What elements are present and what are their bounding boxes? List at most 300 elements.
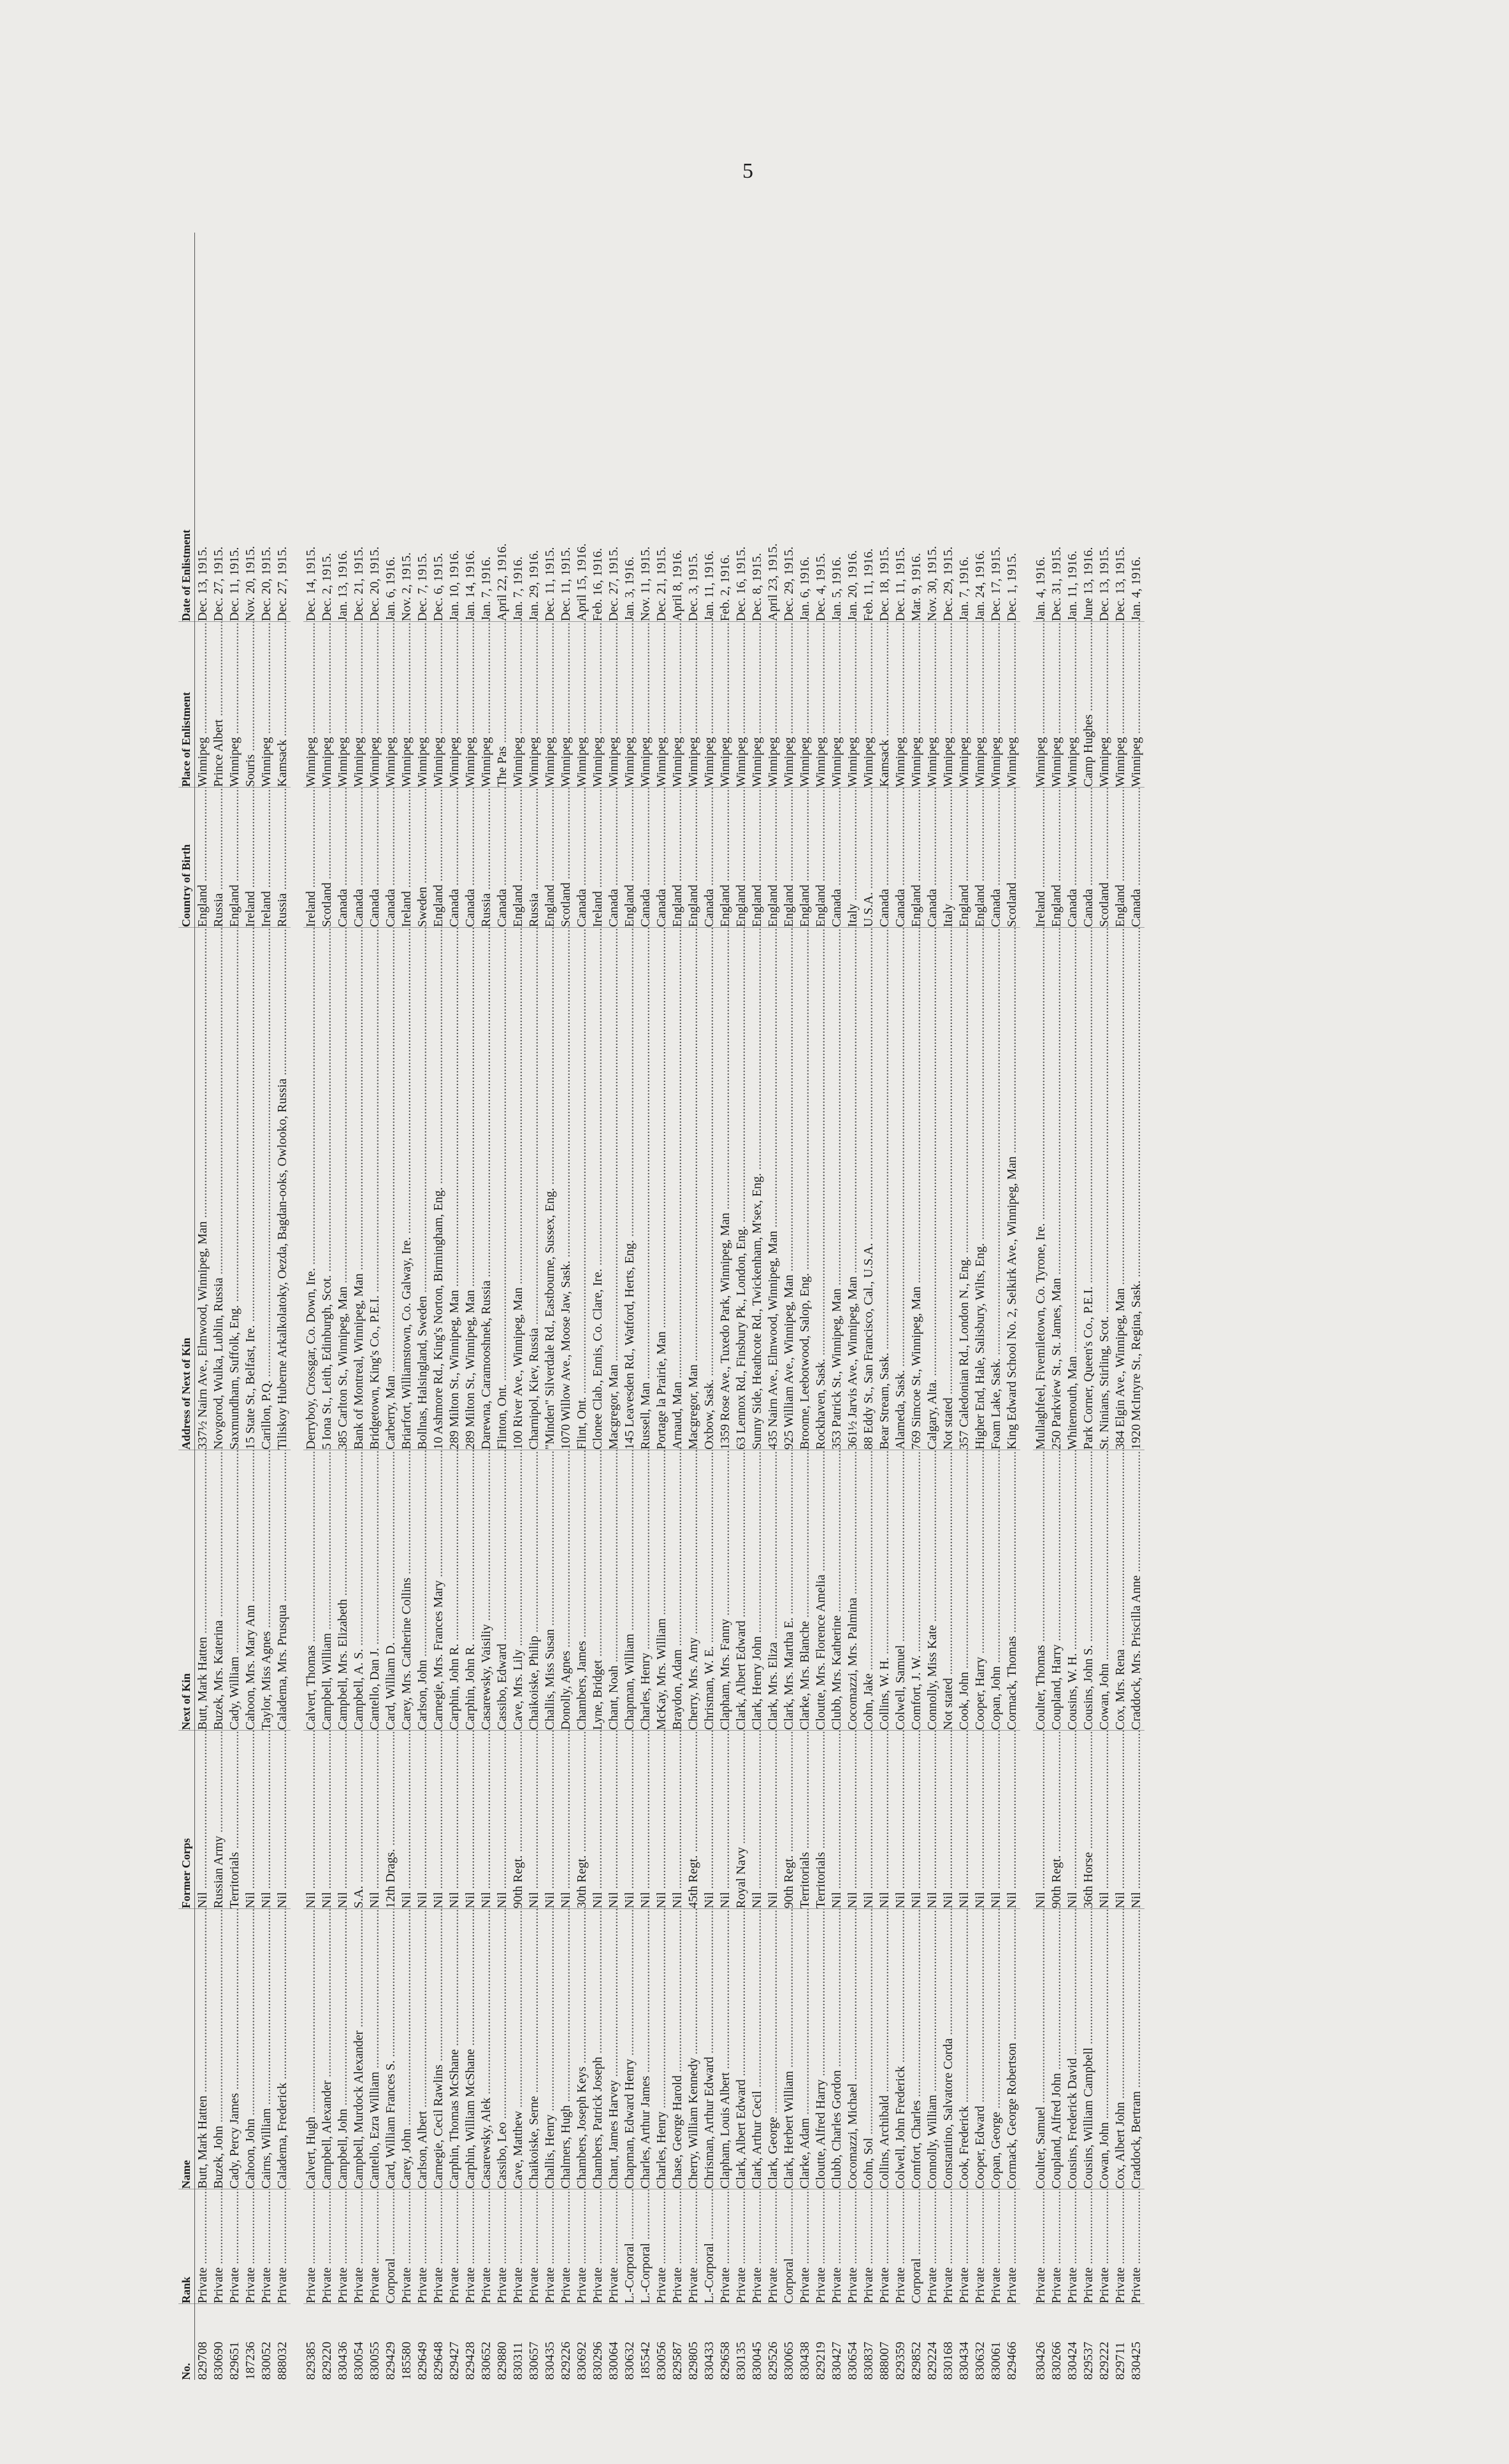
cell-rank: Private ..... (718, 2189, 733, 2303)
cell-address: Bank of Montreal, Winnipeg, Man ..... (351, 927, 367, 1450)
cell-place-of-enlistment: Winnipeg ..... (1033, 621, 1049, 787)
cell-address: Macgregor, Man ..... (606, 927, 622, 1450)
cell-number: 830424 (1065, 2303, 1081, 2380)
cell-name: Charles, Henry ..... (654, 1908, 670, 2189)
cell-place-of-enlistment: Kamsack ..... (877, 621, 893, 787)
table-row (877, 233, 893, 2380)
cell-rank: Private ..... (925, 2189, 941, 2303)
cell-date-of-enlistment: Dec. 20, 1915. (368, 546, 382, 621)
cell-place-of-enlistment: Kamsack ..... (275, 621, 291, 787)
cell-date-of-enlistment: Dec. 21, 1915. (352, 546, 366, 621)
cell-address: Alameda, Sask. ..... (893, 927, 909, 1450)
cell-next-of-kin: Carnegie, Mrs. Frances Mary ..... (431, 1450, 447, 1730)
cell-country: England ..... (622, 787, 638, 927)
cell-country: Canada ..... (988, 787, 1004, 927)
page-number: 5 (742, 159, 753, 183)
cell-country: Ireland ..... (1033, 787, 1049, 927)
cell-rank: Private ..... (211, 2189, 227, 2303)
cell-country: Canada ..... (463, 787, 479, 927)
cell-rank: Private ..... (399, 2189, 415, 2303)
cell-address: Novgorod, Wulka, Lublin, Russia ..... (211, 927, 227, 1450)
table-row (367, 233, 383, 2380)
cell-number: 830435 (542, 2303, 558, 2380)
cell-date-of-enlistment: Jan. 7, 1916. (511, 556, 525, 621)
cell-place-of-enlistment: Winnipeg ..... (654, 621, 670, 787)
cell-address: Mullaghfeel, Fivemiletown, Co. Tyrone, Ire. ..... (1033, 927, 1049, 1450)
cell-former-corps: Nil ..... (590, 1730, 606, 1908)
cell-country: Canada ..... (383, 787, 399, 927)
cell-name: Cooper, Edward ..... (972, 1908, 988, 2189)
cell-next-of-kin: Cooper, Harry ..... (972, 1450, 988, 1730)
cell-place-of-enlistment: Winnipeg ..... (590, 621, 606, 787)
cell-date-of-enlistment: Dec. 3, 1915. (686, 552, 700, 621)
cell-former-corps: Nil ..... (765, 1730, 781, 1908)
cell-next-of-kin: Butt, Mark Hatten ..... (195, 1450, 211, 1730)
cell-place-of-enlistment: Winnipeg ..... (431, 621, 447, 787)
cell-former-corps: Nil ..... (638, 1730, 654, 1908)
cell-date-of-enlistment: Feb. 16, 1916. (591, 548, 605, 621)
cell-place-of-enlistment: Winnipeg ..... (718, 621, 733, 787)
cell-name: Cairns, William ..... (259, 1908, 275, 2189)
cell-address: Bollnas, Halsingland, Sweden ..... (415, 927, 431, 1450)
cell-next-of-kin: Clarke, Mrs. Blanche ..... (797, 1450, 813, 1730)
cell-date-of-enlistment: Dec. 7, 1915. (415, 552, 430, 621)
cell-next-of-kin: Cousins, W. H. ..... (1065, 1450, 1081, 1730)
cell-former-corps: Nil ..... (243, 1730, 259, 1908)
cell-address: Flinton, Ont. ..... (495, 927, 510, 1450)
cell-rank: Private ..... (797, 2189, 813, 2303)
cell-place-of-enlistment: Winnipeg ..... (574, 621, 590, 787)
cell-place-of-enlistment: Winnipeg ..... (957, 621, 972, 787)
cell-country: Canada ..... (495, 787, 510, 927)
cell-name: Chalmers, Hugh ..... (558, 1908, 574, 2189)
cell-place-of-enlistment: Winnipeg ..... (797, 621, 813, 787)
cell-next-of-kin: Clubb, Mrs. Katherine ..... (829, 1450, 845, 1730)
cell-number: 829429 (383, 2303, 399, 2380)
cell-name: Carey, John ..... (399, 1908, 415, 2189)
cell-date-of-enlistment: Dec. 1, 1915. (1005, 552, 1019, 621)
cell-number: 830168 (941, 2303, 957, 2380)
cell-address: 337½ Nairn Ave., Elmwood, Winnipeg, Man ..... (195, 927, 211, 1450)
cell-name: Caladema, Frederick ..... (275, 1908, 291, 2189)
cell-next-of-kin: Copan, John ..... (988, 1450, 1004, 1730)
cell-next-of-kin: Cloutte, Mrs. Florence Amelia ..... (813, 1450, 829, 1730)
table-row (638, 233, 654, 2380)
cell-number: 830065 (781, 2303, 797, 2380)
cell-date-of-enlistment: Jan. 6, 1916. (384, 556, 398, 621)
cell-date-of-enlistment: April 15, 1916. (575, 543, 589, 621)
cell-address: 88 Eddy St., San Francisco, Cal., U.S.A. ..... (861, 927, 877, 1450)
cell-rank: Private ..... (303, 2189, 319, 2303)
cell-rank: Private ..... (463, 2189, 479, 2303)
column-header-number: No. (178, 2303, 194, 2380)
cell-date-of-enlistment: Dec. 13, 1915. (196, 546, 210, 621)
cell-number: 830690 (211, 2303, 227, 2380)
cell-name: Collins, Archibald ..... (877, 1908, 893, 2189)
cell-date-of-enlistment: Nov. 30, 1915. (925, 545, 939, 621)
cell-number: 830632 (972, 2303, 988, 2380)
table-row (893, 233, 909, 2380)
cell-former-corps: Nil ..... (275, 1730, 291, 1908)
cell-address: 769 Simcoe St., Winnipeg, Man ..... (909, 927, 925, 1450)
cell-date-of-enlistment: April 8, 1916. (670, 549, 684, 621)
cell-address: Carillon, P.Q. ..... (259, 927, 275, 1450)
cell-rank: Corporal ..... (909, 2189, 925, 2303)
cell-place-of-enlistment: Winnipeg ..... (622, 621, 638, 787)
cell-rank: Private ..... (1113, 2189, 1129, 2303)
cell-date-of-enlistment: Dec. 29, 1915. (941, 546, 955, 621)
cell-number: 829651 (227, 2303, 243, 2380)
cell-name: Comfort, Charles ..... (909, 1908, 925, 2189)
cell-place-of-enlistment: Winnipeg ..... (367, 621, 383, 787)
cell-address: Derryboy, Crossgar, Co. Down, Ire. ..... (303, 927, 319, 1450)
cell-address: Portage la Prairie, Man ..... (654, 927, 670, 1450)
cell-former-corps: 30th Regt. ..... (574, 1730, 590, 1908)
table-row (558, 233, 574, 2380)
cell-address: Clonee Clab., Ennis, Co. Clare, Ire. ..... (590, 927, 606, 1450)
cell-date-of-enlistment: Jan. 20, 1916. (846, 550, 860, 621)
cell-next-of-kin: Chapman, William ..... (622, 1450, 638, 1730)
cell-date-of-enlistment: June 13, 1916. (1081, 547, 1095, 621)
table-row (495, 233, 510, 2380)
cell-name: Chase, George Harold ..... (670, 1908, 686, 2189)
cell-next-of-kin: Cowan, John ..... (1097, 1450, 1113, 1730)
cell-next-of-kin: Cook, John ..... (957, 1450, 972, 1730)
cell-country: England ..... (1049, 787, 1065, 927)
cell-date-of-enlistment: Jan. 6, 1916. (798, 556, 812, 621)
cell-former-corps: Royal Navy ..... (733, 1730, 749, 1908)
cell-name: Cox, Albert John ..... (1113, 1908, 1129, 2189)
cell-country: England ..... (909, 787, 925, 927)
cell-place-of-enlistment: Winnipeg ..... (670, 621, 686, 787)
cell-place-of-enlistment: Winnipeg ..... (303, 621, 319, 787)
cell-address: Darewna, Caramooshnek, Russia ..... (479, 927, 495, 1450)
cell-next-of-kin: Cady, William ..... (227, 1450, 243, 1730)
cell-address: 250 Parkview St., St. James, Man ..... (1049, 927, 1065, 1450)
cell-former-corps: Nil ..... (622, 1730, 638, 1908)
cell-name: Clark, Arthur Cecil ..... (749, 1908, 765, 2189)
cell-number: 829385 (303, 2303, 319, 2380)
cell-former-corps: Nil ..... (925, 1730, 941, 1908)
cell-former-corps: Territorials ..... (227, 1730, 243, 1908)
cell-name: Charles, Arthur James ..... (638, 1908, 654, 2189)
table-row (415, 233, 431, 2380)
cell-number: 830056 (654, 2303, 670, 2380)
cell-date-of-enlistment: Jan. 7, 1916. (479, 556, 493, 621)
group-spacer (1020, 233, 1033, 2380)
cell-name: Challis, Henry ..... (542, 1908, 558, 2189)
cell-place-of-enlistment: Winnipeg ..... (463, 621, 479, 787)
cell-number: 830425 (1129, 2303, 1144, 2380)
table-row (925, 233, 941, 2380)
cell-country: Ireland ..... (399, 787, 415, 927)
cell-next-of-kin: Card, William D. ..... (383, 1450, 399, 1730)
cell-country: Canada ..... (335, 787, 351, 927)
cell-address: 1070 Willow Ave., Moose Jaw, Sask. ..... (558, 927, 574, 1450)
cell-rank: Private ..... (590, 2189, 606, 2303)
cell-name: Craddock, Bertram ..... (1129, 1908, 1144, 2189)
cell-country: England ..... (542, 787, 558, 927)
cell-former-corps: 90th Regt. ..... (1049, 1730, 1065, 1908)
cell-former-corps: Nil ..... (259, 1730, 275, 1908)
cell-country: Canada ..... (654, 787, 670, 927)
cell-number: 830064 (606, 2303, 622, 2380)
cell-former-corps: Nil ..... (1113, 1730, 1129, 1908)
table-row (606, 233, 622, 2380)
table-row (909, 233, 925, 2380)
cell-next-of-kin: Caladema, Mrs. Prusqua ..... (275, 1450, 291, 1730)
cell-name: Cormack, George Robertson ..... (1004, 1908, 1020, 2189)
column-header-next-of-kin: Next of Kin (178, 1450, 194, 1730)
cell-next-of-kin: Campbell, A. S. ..... (351, 1450, 367, 1730)
cell-country: England ..... (813, 787, 829, 927)
cell-rank: Private ..... (972, 2189, 988, 2303)
cell-former-corps: Nil ..... (1065, 1730, 1081, 1908)
cell-rank: Private ..... (893, 2189, 909, 2303)
cell-place-of-enlistment: Winnipeg ..... (765, 621, 781, 787)
cell-place-of-enlistment: Winnipeg ..... (227, 621, 243, 787)
cell-number: 185580 (399, 2303, 415, 2380)
cell-number: 888032 (275, 2303, 291, 2380)
cell-date-of-enlistment: Dec. 16, 1915. (734, 546, 748, 621)
cell-country: Ireland ..... (259, 787, 275, 927)
cell-place-of-enlistment: Winnipeg ..... (259, 621, 275, 787)
cell-address: Oxbow, Sask. ..... (702, 927, 718, 1450)
cell-name: Cook, Frederick ..... (957, 1908, 972, 2189)
cell-country: England ..... (718, 787, 733, 927)
cell-country: England ..... (972, 787, 988, 927)
cell-date-of-enlistment: Jan. 4, 1916. (1034, 556, 1048, 621)
cell-rank: Private ..... (654, 2189, 670, 2303)
cell-former-corps: Nil ..... (1004, 1730, 1020, 1908)
cell-next-of-kin: Chrisman, W. E. ..... (702, 1450, 718, 1730)
cell-number: 830652 (479, 2303, 495, 2380)
cell-country: Canada ..... (574, 787, 590, 927)
table-row (988, 233, 1004, 2380)
cell-rank: Private ..... (1049, 2189, 1065, 2303)
cell-address: 10 Ashmore Rd., King's Norton, Birmingham, Eng. ..... (431, 927, 447, 1450)
table-row (1004, 233, 1020, 2380)
roster-table-wrapper (178, 233, 1325, 2380)
cell-former-corps: Nil ..... (893, 1730, 909, 1908)
cell-number: 830632 (622, 2303, 638, 2380)
cell-next-of-kin: Clark, Mrs. Martha E. ..... (781, 1450, 797, 1730)
cell-number: 829852 (909, 2303, 925, 2380)
cell-name: Buzek, John ..... (211, 1908, 227, 2189)
cell-rank: Private ..... (813, 2189, 829, 2303)
cell-country: Canada ..... (638, 787, 654, 927)
cell-address: Rockhaven, Sask. ..... (813, 927, 829, 1450)
cell-name: Clubb, Charles Gordon ..... (829, 1908, 845, 2189)
roster-table (178, 233, 1325, 2380)
cell-address: 353 Patrick St., Winnipeg, Man ..... (829, 927, 845, 1450)
cell-date-of-enlistment: Feb. 2, 1916. (718, 554, 732, 621)
cell-place-of-enlistment: Winnipeg ..... (638, 621, 654, 787)
cell-country: Canada ..... (1081, 787, 1097, 927)
cell-former-corps: Nil ..... (941, 1730, 957, 1908)
cell-rank: Private ..... (861, 2189, 877, 2303)
table-row (702, 233, 718, 2380)
cell-rank: L.-Corporal ..... (702, 2189, 718, 2303)
table-row (733, 233, 749, 2380)
cell-name: Cassibo, Leo ..... (495, 1908, 510, 2189)
cell-rank: Private ..... (670, 2189, 686, 2303)
cell-address: 1359 Rose Ave., Tuxedo Park, Winnipeg, Man ..... (718, 927, 733, 1450)
cell-next-of-kin: Coulter, Thomas ..... (1033, 1450, 1049, 1730)
cell-former-corps: Nil ..... (367, 1730, 383, 1908)
cell-number: 187236 (243, 2303, 259, 2380)
cell-next-of-kin: Cherry, Mrs. Amy ..... (686, 1450, 702, 1730)
cell-date-of-enlistment: Dec. 11, 1915. (543, 547, 557, 621)
cell-date-of-enlistment: Jan. 11, 1916. (702, 551, 716, 621)
cell-country: Canada ..... (702, 787, 718, 927)
column-header-date-of-enlistment: Date of Enlistment (180, 530, 192, 621)
table-header-row (178, 233, 195, 2380)
cell-name: Butt, Mark Hatten ..... (195, 1908, 211, 2189)
cell-former-corps: Nil ..... (1129, 1730, 1144, 1908)
cell-rank: Private ..... (335, 2189, 351, 2303)
cell-number: 830045 (749, 2303, 765, 2380)
cell-country: Scotland ..... (1097, 787, 1113, 927)
cell-rank: Private ..... (227, 2189, 243, 2303)
cell-date-of-enlistment: Dec. 13, 1915. (1113, 546, 1127, 621)
cell-place-of-enlistment: The Pas ..... (495, 621, 510, 787)
table-row (781, 233, 797, 2380)
cell-rank: Private ..... (686, 2189, 702, 2303)
cell-next-of-kin: Chaikoiske, Philip ..... (526, 1450, 542, 1730)
cell-former-corps: Nil ..... (303, 1730, 319, 1908)
cell-name: Casarewsky, Alek ..... (479, 1908, 495, 2189)
cell-name: Cowan, John ..... (1097, 1908, 1113, 2189)
cell-number: 830266 (1049, 2303, 1065, 2380)
table-row (718, 233, 733, 2380)
cell-name: Campbell, John ..... (335, 1908, 351, 2189)
cell-place-of-enlistment: Winnipeg ..... (781, 621, 797, 787)
cell-date-of-enlistment: Jan. 3, 1916. (623, 556, 637, 621)
cell-name: Cocomazzi, Michael ..... (845, 1908, 861, 2189)
cell-name: Cave, Matthew ..... (510, 1908, 526, 2189)
table-row (195, 233, 211, 2380)
cell-address: Sunny Side, Heathcote Rd., Twickenham, M'sex, Eng. ..... (749, 927, 765, 1450)
cell-name: Cousins, Frederick David ..... (1065, 1908, 1081, 2189)
cell-date-of-enlistment: Mar. 9, 1916. (909, 552, 923, 621)
cell-number: 830657 (526, 2303, 542, 2380)
cell-country: Scotland ..... (1004, 787, 1020, 927)
cell-rank: Corporal ..... (781, 2189, 797, 2303)
cell-name: Chambers, Joseph Keys ..... (574, 1908, 590, 2189)
cell-place-of-enlistment: Winnipeg ..... (941, 621, 957, 787)
cell-rank: Private ..... (1004, 2189, 1020, 2303)
cell-number: 830054 (351, 2303, 367, 2380)
cell-next-of-kin: Comfort, J. W. ..... (909, 1450, 925, 1730)
cell-rank: Private ..... (367, 2189, 383, 2303)
cell-place-of-enlistment: Winnipeg ..... (399, 621, 415, 787)
cell-rank: Private ..... (1065, 2189, 1081, 2303)
cell-place-of-enlistment: Winnipeg ..... (351, 621, 367, 787)
cell-country: Ireland ..... (303, 787, 319, 927)
cell-address: Not stated ..... (941, 927, 957, 1450)
cell-country: Scotland ..... (558, 787, 574, 927)
cell-next-of-kin: Campbell, William ..... (319, 1450, 335, 1730)
cell-next-of-kin: Cormack, Thomas ..... (1004, 1450, 1020, 1730)
cell-place-of-enlistment: Winnipeg ..... (813, 621, 829, 787)
cell-next-of-kin: Challis, Miss Susan ..... (542, 1450, 558, 1730)
cell-address: Park Corner, Queen's Co., P.E.I. ..... (1081, 927, 1097, 1450)
cell-name: Clark, Albert Edward ..... (733, 1908, 749, 2189)
cell-address: 15 State St., Belfast, Ire. ..... (243, 927, 259, 1450)
table-row (1065, 233, 1081, 2380)
cell-place-of-enlistment: Winnipeg ..... (319, 621, 335, 787)
cell-rank: Private ..... (259, 2189, 275, 2303)
cell-address: Macgregor, Man ..... (686, 927, 702, 1450)
cell-date-of-enlistment: Nov. 20, 1915. (243, 545, 257, 621)
cell-date-of-enlistment: Dec. 29, 1915. (782, 546, 796, 621)
cell-address: 289 Milton St., Winnipeg, Man ..... (463, 927, 479, 1450)
cell-address: Higher End, Hale, Salisbury, Wilts, Eng. ..... (972, 927, 988, 1450)
cell-country: England ..... (749, 787, 765, 927)
cell-place-of-enlistment: Winnipeg ..... (1097, 621, 1113, 787)
cell-next-of-kin: Carey, Mrs. Catherine Collins ..... (399, 1450, 415, 1730)
cell-rank: Private ..... (606, 2189, 622, 2303)
table-row (829, 233, 845, 2380)
cell-country: Canada ..... (606, 787, 622, 927)
cell-country: Ireland ..... (243, 787, 259, 927)
cell-next-of-kin: Campbell, Mrs. Elizabeth ..... (335, 1450, 351, 1730)
cell-date-of-enlistment: Jan. 24, 1916. (973, 550, 987, 621)
cell-number: 830438 (797, 2303, 813, 2380)
cell-next-of-kin: Cousins, John S. ..... (1081, 1450, 1097, 1730)
cell-next-of-kin: Taylor, Miss Agnes ..... (259, 1450, 275, 1730)
column-header-name: Name (178, 1908, 194, 2189)
cell-place-of-enlistment: Winnipeg ..... (702, 621, 718, 787)
cell-next-of-kin: Carphin, John R. ..... (463, 1450, 479, 1730)
cell-address: 63 Lennox Rd., Finsbury Pk., London, Eng. ..... (733, 927, 749, 1450)
cell-number: 829587 (670, 2303, 686, 2380)
table-row (654, 233, 670, 2380)
cell-former-corps: Nil ..... (319, 1730, 335, 1908)
cell-former-corps: Nil ..... (654, 1730, 670, 1908)
cell-date-of-enlistment: Dec. 11, 1915. (227, 547, 242, 621)
cell-date-of-enlistment: Dec. 13, 1915. (1097, 546, 1111, 621)
cell-name: Campbell, Murdock Alexander ..... (351, 1908, 367, 2189)
cell-number: 830061 (988, 2303, 1004, 2380)
cell-place-of-enlistment: Winnipeg ..... (733, 621, 749, 787)
cell-rank: Private ..... (319, 2189, 335, 2303)
cell-rank: Private ..... (1081, 2189, 1097, 2303)
cell-name: Card, William Frances S. ..... (383, 1908, 399, 2189)
cell-former-corps: Nil ..... (957, 1730, 972, 1908)
cell-country: Russia ..... (479, 787, 495, 927)
cell-number: 829359 (893, 2303, 909, 2380)
cell-former-corps: Nil ..... (829, 1730, 845, 1908)
cell-date-of-enlistment: Dec. 4, 1915. (814, 552, 828, 621)
cell-former-corps: Nil ..... (670, 1730, 686, 1908)
table-row (845, 233, 861, 2380)
cell-former-corps: Nil ..... (195, 1730, 211, 1908)
cell-name: Carnegie, Cecil Rawlins ..... (431, 1908, 447, 2189)
table-row (1129, 233, 1144, 2380)
cell-former-corps: Territorials ..... (813, 1730, 829, 1908)
cell-country: Ireland ..... (590, 787, 606, 927)
cell-country: Russia ..... (275, 787, 291, 927)
cell-address: Russell, Man ..... (638, 927, 654, 1450)
cell-name: Carphin, Thomas McShane ..... (447, 1908, 463, 2189)
cell-country: Canada ..... (893, 787, 909, 927)
cell-date-of-enlistment: Dec. 17, 1915. (989, 546, 1003, 621)
cell-address: 361½ Jarvis Ave., Winnipeg, Man ..... (845, 927, 861, 1450)
cell-country: Italy ..... (941, 787, 957, 927)
cell-next-of-kin: Connolly, Miss Kate ..... (925, 1450, 941, 1730)
